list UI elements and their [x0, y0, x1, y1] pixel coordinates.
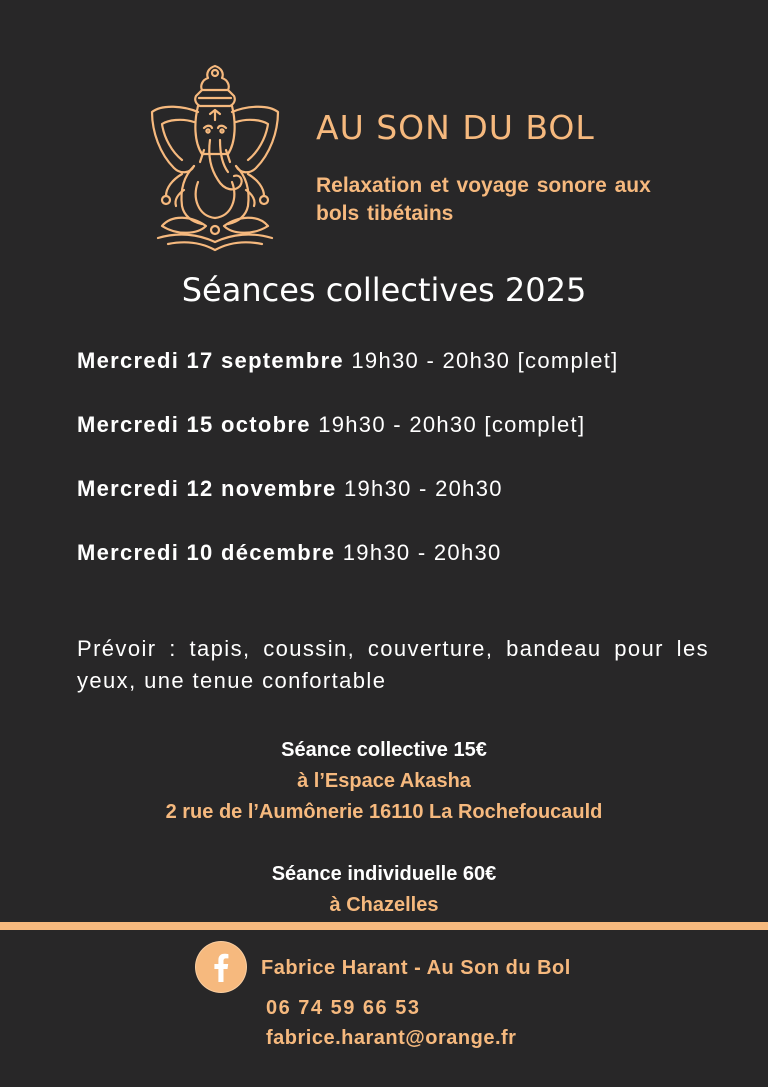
session-details: 19h30 - 20h30 — [342, 540, 502, 565]
session-details: 19h30 - 20h30 — [343, 476, 503, 501]
contact-phone[interactable]: 06 74 59 66 53 — [266, 997, 421, 1019]
collective-place: à l’Espace Akasha — [297, 770, 471, 792]
collective-address: 2 rue de l’Aumônerie 16110 La Rochefoucauld — [165, 801, 603, 823]
brand-title: AU SON DU BOL — [316, 108, 595, 147]
individual-place: à Chazelles — [329, 894, 439, 916]
session-item — [77, 411, 585, 439]
session-details: 19h30 - 20h30 [complet] — [318, 412, 586, 437]
session-item — [77, 347, 619, 375]
section-title: Séances collectives 2025 — [181, 271, 587, 309]
ganesha-logo-icon — [148, 62, 282, 254]
session-details: 19h30 - 20h30 [complet] — [351, 348, 619, 373]
session-date: Mercredi 10 décembre — [77, 540, 336, 565]
session-date: Mercredi 15 octobre — [77, 412, 311, 437]
session-item — [77, 475, 503, 503]
prepare-note: Prévoir : tapis, coussin, couverture, bandeau pour les yeux, une tenue confortable — [77, 636, 709, 693]
contact-email[interactable]: fabrice.harant@orange.fr — [266, 1027, 517, 1049]
session-date: Mercredi 17 septembre — [77, 348, 344, 373]
session-item — [77, 539, 502, 567]
divider — [0, 922, 768, 930]
session-date: Mercredi 12 novembre — [77, 476, 337, 501]
facebook-icon[interactable] — [196, 942, 246, 992]
contact-name: Fabrice Harant - Au Son du Bol — [261, 957, 571, 979]
individual-price: Séance individuelle 60€ — [271, 863, 497, 885]
brand-subtitle: Relaxation et voyage sonore aux bols tibétains — [316, 174, 651, 225]
collective-price: Séance collective 15€ — [281, 739, 487, 761]
